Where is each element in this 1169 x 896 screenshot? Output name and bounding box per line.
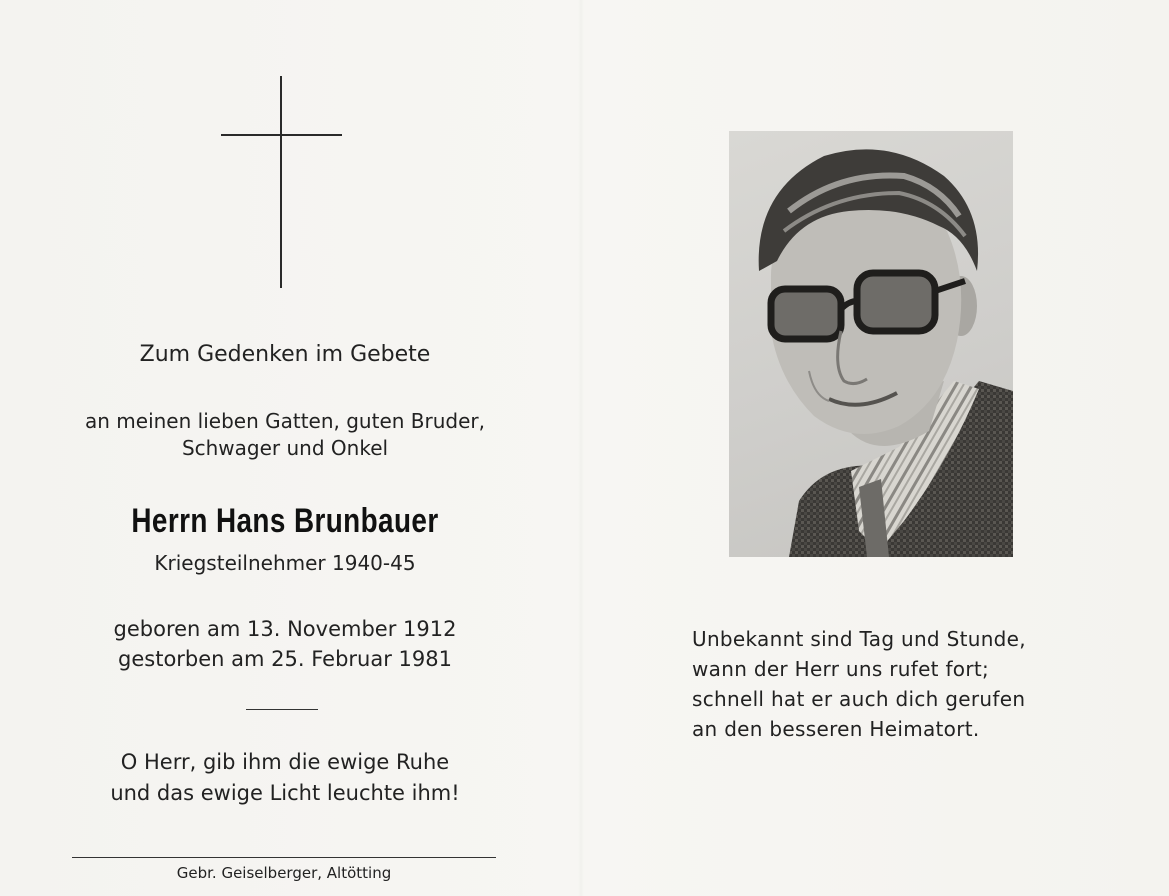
deceased-name: Herrn Hans Brunbauer (131, 502, 439, 540)
dedication-line: an meinen lieben Gatten, guten Bruder, (85, 409, 485, 433)
cross-icon-bar (221, 134, 342, 136)
card-fold (578, 0, 584, 896)
verse-line: wann der Herr uns rufet fort; (692, 657, 990, 681)
prayer-line: O Herr, gib ihm die ewige Ruhe (120, 750, 450, 774)
printer-credit: Gebr. Geiselberger, Altötting (176, 864, 392, 882)
prayer-line: und das ewige Licht leuchte ihm! (110, 781, 460, 805)
dedication-line: Schwager und Onkel (181, 436, 389, 460)
veteran-note: Kriegsteilnehmer 1940-45 (154, 551, 416, 575)
footer-rule (72, 857, 496, 858)
divider (246, 709, 318, 710)
cross-icon (280, 76, 282, 288)
verse-line: an den besseren Heimatort. (692, 717, 980, 741)
portrait-photo (729, 131, 1013, 557)
verse-line: Unbekannt sind Tag und Stunde, (692, 627, 1026, 651)
memorial-heading: Zum Gedenken im Gebete (139, 342, 431, 367)
death-date-line: gestorben am 25. Februar 1981 (118, 647, 452, 671)
verse-line: schnell hat er auch dich gerufen (692, 687, 1026, 711)
birth-date-line: geboren am 13. November 1912 (113, 617, 457, 641)
